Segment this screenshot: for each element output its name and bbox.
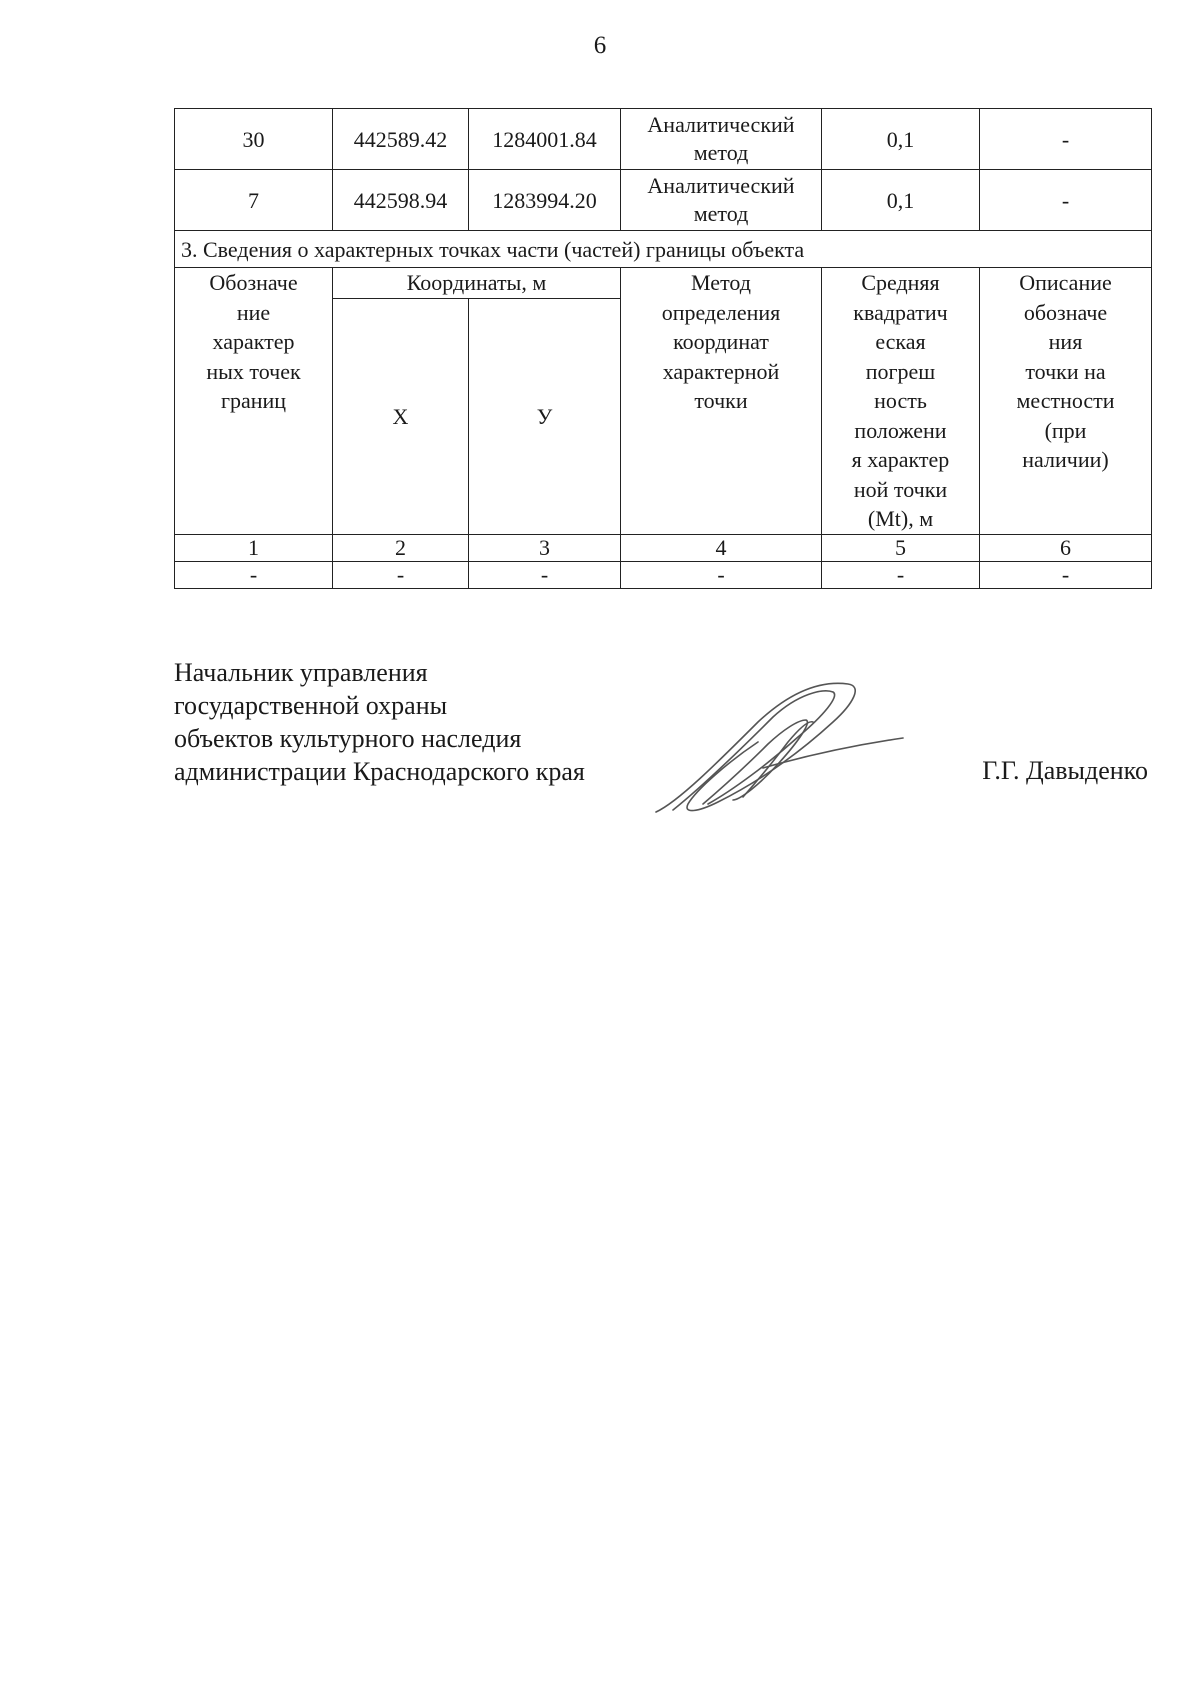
table-row: [175, 170, 1152, 231]
signatory-line: объектов культурного наследия: [174, 724, 522, 753]
empty-cell: -: [822, 561, 980, 588]
method-cell: [621, 170, 822, 231]
method-cell: [621, 109, 822, 170]
method-line: метод: [693, 140, 749, 165]
description-value: -: [980, 170, 1152, 231]
coord-x: 442598.94: [333, 170, 469, 231]
point-number: 30: [175, 109, 333, 170]
header-line: ние: [236, 299, 271, 325]
signatory-line: администрации Краснодарского края: [174, 757, 585, 786]
empty-cell: -: [175, 561, 333, 588]
point-number: 7: [175, 170, 333, 231]
handwritten-signature: [648, 672, 908, 822]
header-line: ной точки: [853, 476, 948, 502]
column-number: 5: [822, 534, 980, 561]
coord-y: 1284001.84: [469, 109, 621, 170]
header-line: положени: [854, 417, 947, 443]
header-row: [175, 268, 1152, 299]
header-line: Описание: [1019, 270, 1112, 295]
header-line: точки: [694, 388, 748, 413]
signer-name: Г.Г. Давыденко: [982, 756, 1148, 785]
header-y: У: [469, 299, 621, 534]
header-line: характерной: [662, 358, 780, 384]
header-line: Обозначе: [209, 270, 298, 295]
coord-x: 442589.42: [333, 109, 469, 170]
coord-y: 1283994.20: [469, 170, 621, 231]
coordinates-table: [174, 108, 1152, 589]
header-line: характер: [212, 329, 295, 354]
header-description: [980, 268, 1152, 535]
table-row: [175, 109, 1152, 170]
empty-cell: -: [469, 561, 621, 588]
empty-cell: -: [980, 561, 1152, 588]
header-line: ных точек: [206, 358, 301, 384]
header-error: [822, 268, 980, 535]
header-line: ния: [1048, 329, 1083, 354]
header-line: координат: [673, 329, 769, 354]
header-line: наличии): [1022, 447, 1109, 472]
empty-cell: -: [333, 561, 469, 588]
header-line: Метод: [691, 270, 751, 295]
method-line: Аналитический: [647, 112, 795, 137]
header-line: я характер: [851, 447, 950, 472]
signatory-line: Начальник управления: [174, 658, 428, 687]
header-line: еская: [875, 329, 926, 354]
method-line: метод: [693, 201, 749, 226]
column-number-row: [175, 534, 1152, 561]
error-value: 0,1: [822, 109, 980, 170]
signatory-line: государственной охраны: [174, 691, 448, 720]
column-number: 4: [621, 534, 822, 561]
error-value: 0,1: [822, 170, 980, 231]
column-number: 1: [175, 534, 333, 561]
header-line: погреш: [865, 358, 936, 384]
description-value: -: [980, 109, 1152, 170]
method-line: Аналитический: [647, 173, 795, 198]
header-line: квадратич: [853, 299, 948, 325]
page-number: 6: [593, 32, 607, 59]
signatory-title: [174, 656, 585, 788]
header-designation: [175, 268, 333, 535]
header-line: (Mt), м: [867, 506, 934, 531]
header-line: (при: [1044, 417, 1087, 443]
header-line: обозначе: [1023, 299, 1108, 325]
header-line: Средняя: [861, 270, 940, 295]
empty-cell: -: [621, 561, 822, 588]
section-title-row: [175, 231, 1152, 268]
header-x: X: [333, 299, 469, 534]
header-line: точки на: [1025, 358, 1106, 384]
column-number: 3: [469, 534, 621, 561]
table-row: [175, 561, 1152, 588]
header-coordinates: Координаты, м: [333, 268, 621, 299]
header-line: определения: [661, 299, 781, 325]
header-line: ность: [874, 388, 927, 413]
header-line: границ: [220, 388, 287, 413]
section-title: 3. Сведения о характерных точках части (частей) границы объекта: [175, 231, 1152, 268]
column-number: 2: [333, 534, 469, 561]
header-method: [621, 268, 822, 535]
column-number: 6: [980, 534, 1152, 561]
header-line: местности: [1016, 388, 1115, 413]
